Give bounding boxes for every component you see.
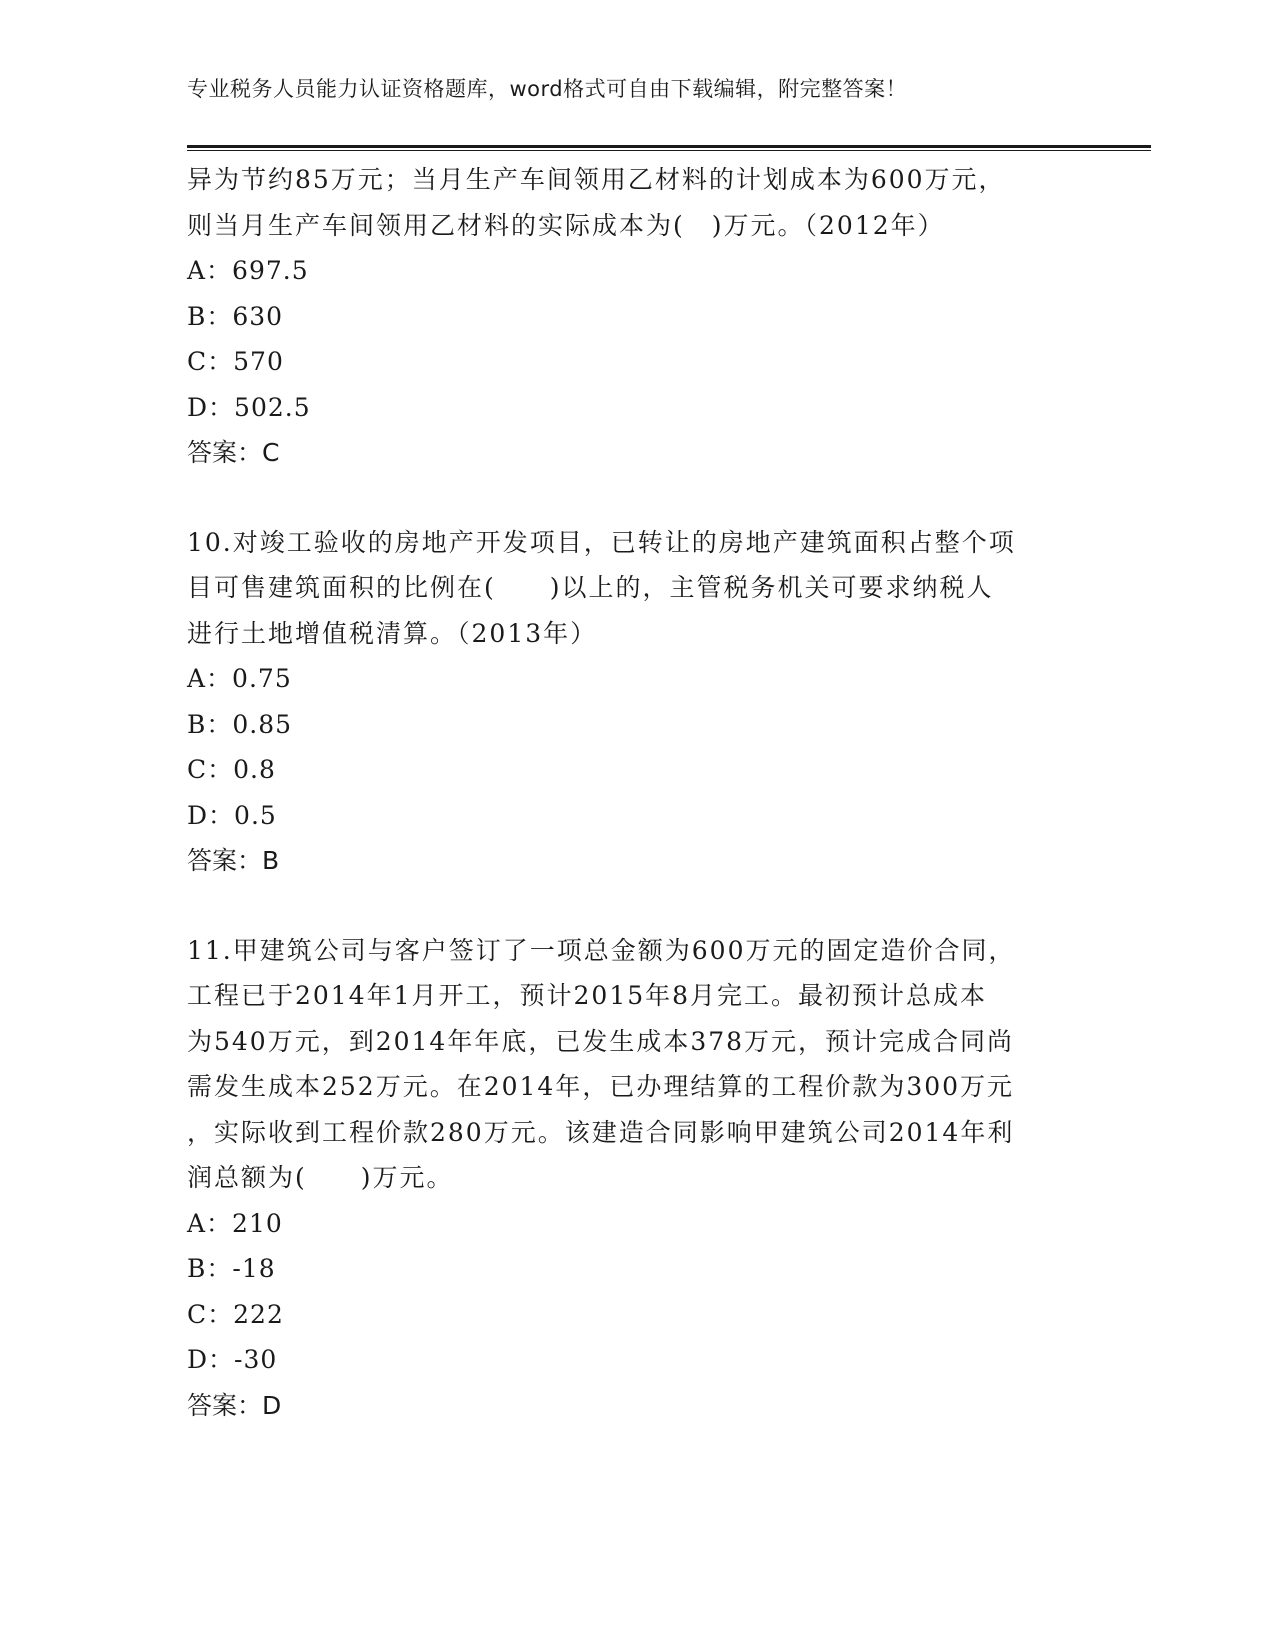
question-9-option-d: D：502.5 bbox=[187, 392, 311, 422]
header-rule-thin bbox=[187, 150, 1151, 151]
question-11-line-1: 11.甲建筑公司与客户签订了一项总金额为600万元的固定造价合同， bbox=[187, 935, 1016, 965]
question-11-line-6: 润总额为( )万元。 bbox=[187, 1163, 454, 1192]
question-9-option-a: A：697.5 bbox=[187, 256, 309, 285]
document-body bbox=[187, 157, 1087, 1428]
question-9-line-2: 则当月生产车间领用乙材料的实际成本为( )万元。（2012年） bbox=[187, 210, 945, 240]
question-11-option-c: C：222 bbox=[187, 1299, 284, 1329]
question-10-line-1: 10.对竣工验收的房地产开发项目，已转让的房地产建筑面积占整个项 bbox=[187, 527, 1016, 557]
question-11-option-a: A：210 bbox=[187, 1208, 283, 1238]
question-9-option-b: B：630 bbox=[187, 301, 284, 331]
question-11 bbox=[187, 928, 1087, 1429]
question-10 bbox=[187, 520, 1087, 884]
question-11-line-5: ，实际收到工程价款280万元。该建造合同影响甲建筑公司2014年利 bbox=[187, 1117, 1015, 1147]
page-header: 专业税务人员能力认证资格题库，word格式可自由下载编辑，附完整答案！ bbox=[187, 77, 908, 101]
question-9-line-1: 异为节约85万元；当月生产车间领用乙材料的计划成本为600万元， bbox=[187, 165, 1006, 194]
header-rule-thick bbox=[187, 145, 1151, 148]
question-11-answer: 答案：D bbox=[187, 1390, 282, 1420]
question-9 bbox=[187, 157, 1087, 476]
question-11-option-d: D：-30 bbox=[187, 1345, 278, 1374]
question-10-answer: 答案：B bbox=[187, 846, 280, 875]
question-9-option-c: C：570 bbox=[187, 347, 284, 376]
question-11-line-2: 工程已于2014年1月开工，预计2015年8月完工。最初预计总成本 bbox=[187, 981, 988, 1010]
question-10-option-c: C：0.8 bbox=[187, 755, 276, 784]
question-10-option-b: B：0.85 bbox=[187, 709, 293, 739]
question-10-option-d: D：0.5 bbox=[187, 800, 277, 830]
question-10-line-2: 目可售建筑面积的比例在( )以上的，主管税务机关可要求纳税人 bbox=[187, 573, 994, 602]
question-11-option-b: B：-18 bbox=[187, 1254, 276, 1283]
question-11-line-3: 为540万元，到2014年年底，已发生成本378万元，预计完成合同尚 bbox=[187, 1026, 1015, 1056]
question-9-answer: 答案：C bbox=[187, 438, 280, 467]
spacer bbox=[187, 476, 1087, 520]
spacer bbox=[187, 884, 1087, 928]
question-10-line-3: 进行土地增值税清算。（2013年） bbox=[187, 618, 598, 648]
question-11-line-4: 需发生成本252万元。在2014年，已办理结算的工程价款为300万元 bbox=[187, 1072, 1015, 1101]
question-10-option-a: A：0.75 bbox=[187, 664, 292, 693]
